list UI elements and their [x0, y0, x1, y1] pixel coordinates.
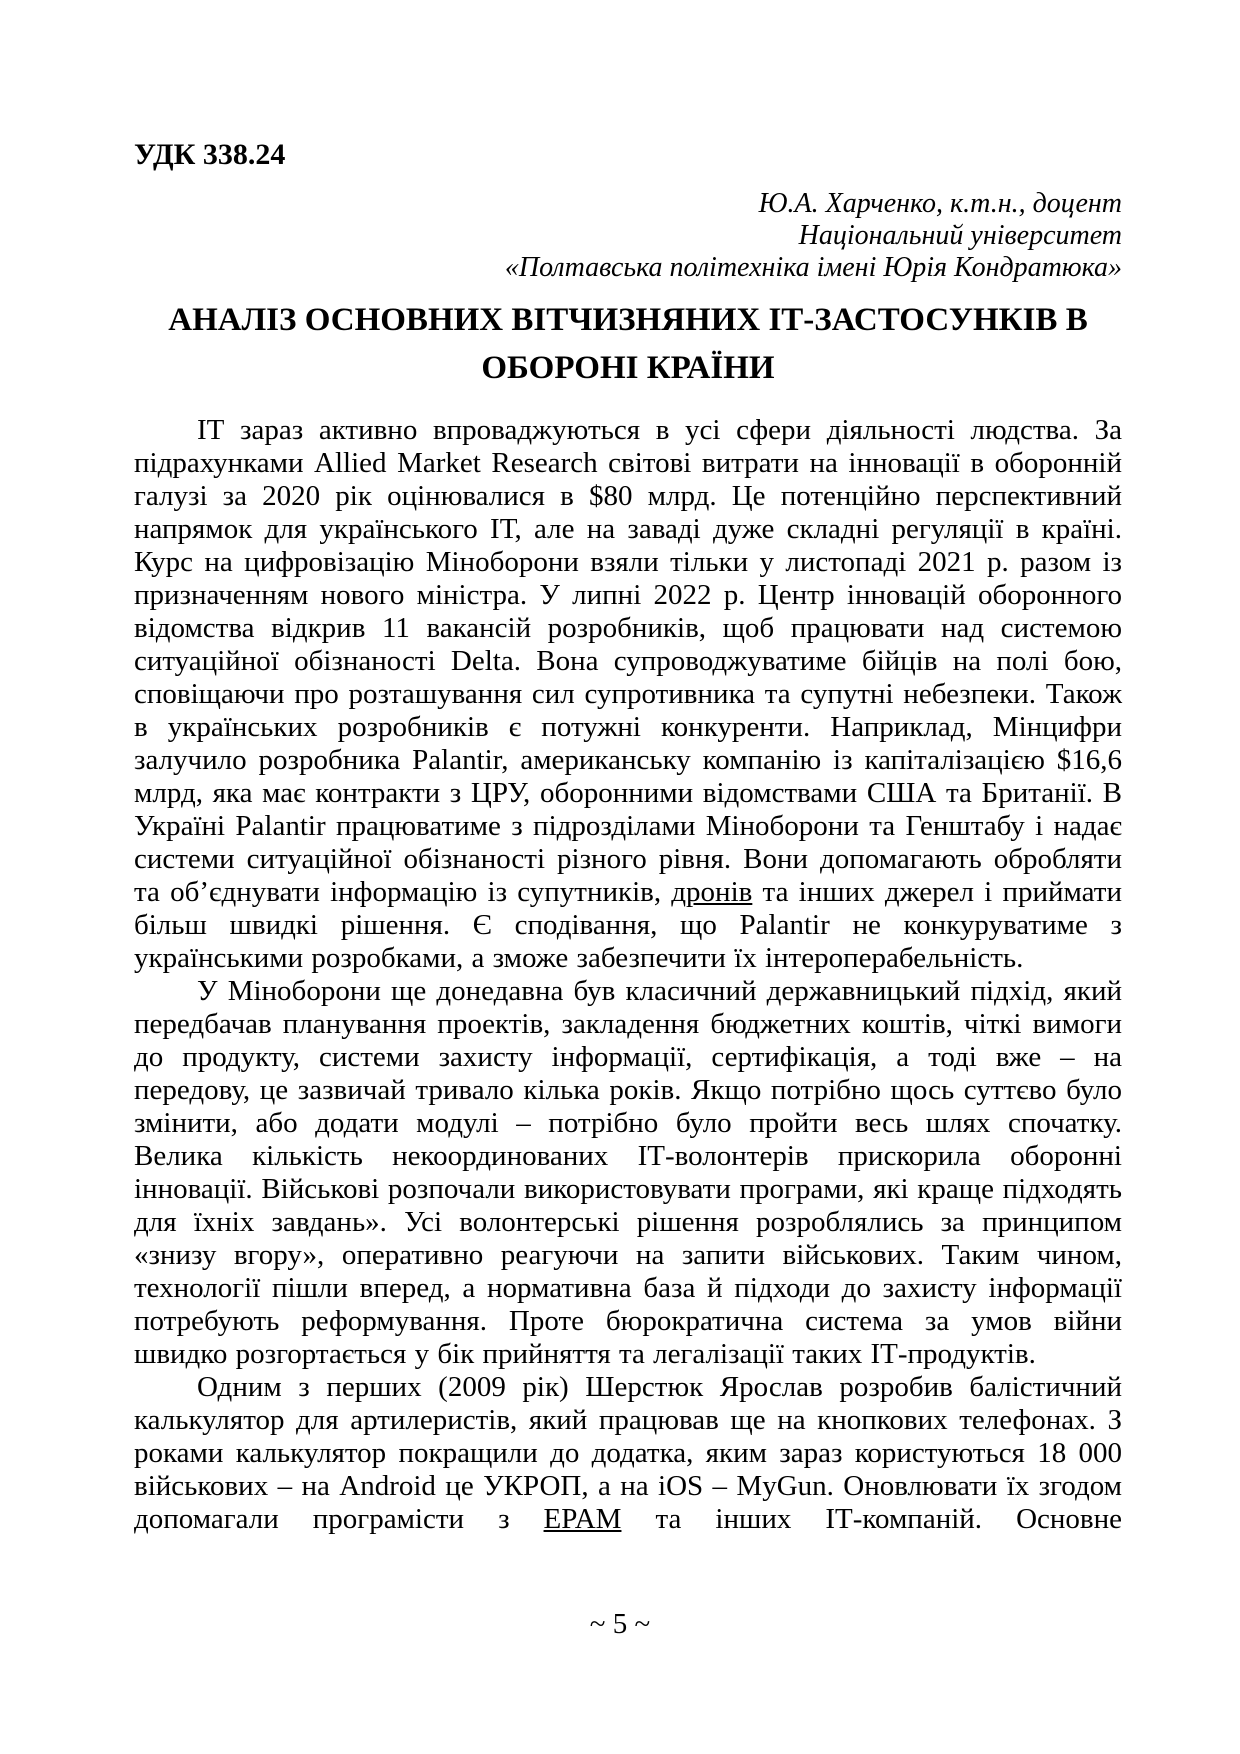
- underlined-term: EPAM: [543, 1503, 622, 1536]
- paragraph-text: У Міноборони ще донедавна був класичний державницький підхід, який передбачав планування проектів, закладення бюджетних коштів, чіткі вимоги до продукту, системи захисту інформації, сертифікація, а тоді вже – на передову, це зазвичай тривало кілька років. Якщо потрібно щось суттєво було змінити, або додати модулі – потрібно було пройти весь шлях спочатку. Велика кількість некоординованих ІТ-волонтерів прискорила оборонні інновації. Військові розпочали використовувати програми, які краще підходять для їхніх завдань». Усі волонтерські рішення розроблялись за принципом «знизу вгору», оперативно реагуючи на запити військових. Таким чином, технології пішли вперед, а нормативна база й підходи до захисту інформації потребують реформування. Проте бюрократична система за умов війни швидко розгортається у бік прийняття та легалізації таких ІТ-продуктів.: [134, 975, 1122, 1371]
- author-affiliation-detail: «Полтавська політехніка імені Юрія Кондратюка»: [504, 252, 1122, 283]
- page-number: ~ 5 ~: [589, 1608, 651, 1640]
- paragraph: [134, 975, 1122, 1371]
- paragraph: [134, 414, 1122, 975]
- author-block: [134, 188, 1122, 284]
- article-title: [134, 296, 1122, 392]
- paragraph-text: та інших ІТ-компаній. Основне: [621, 1503, 1122, 1536]
- paragraph-text: та інших джерел і приймати більш швидкі рішення. Є сподівання, що Palantir не конкуруватиме з українськими розробками, а зможе забезпечити їх інтероперабельність.: [134, 876, 1122, 975]
- paragraph-text: Одним з перших (2009 рік) Шерстюк Ярослав розробив балістичний калькулятор для артилеристів, який працював ще на кнопкових телефонах. З роками калькулятор покращили до додатка, яким зараз користуються 18 000 військових – на Android це УКРОП, а на iOS – MyGun. Оновлювати їх згодом допомагали програмісти з: [134, 1371, 1122, 1536]
- underlined-term: дронів: [671, 876, 753, 909]
- udc-label: УДК 338.24: [134, 138, 286, 171]
- paragraph: [134, 1371, 1122, 1536]
- paragraph-text: ІТ зараз активно впроваджуються в усі сфери діяльності людства. За підрахунками Allied Market Research світові витрати на інновації в оборонній галузі за 2020 рік оцінювалися в $80 млрд. Це потенційно перспективний напрямок для українського ІТ, але на заваді дуже складні регуляції в країні. Курс на цифровізацію Міноборони взяли тільки у листопаді 2021 р. разом із призначенням нового міністра. У липні 2022 р. Центр інновацій оборонного відомства відкрив 11 вакансій розробників, щоб працювати над системою ситуаційної обізнаності Delta. Вона супроводжуватиме бійців на полі бою, сповіщаючи про розташування сил супротивника та супутні небезпеки. Також в українських розробників є потужні конкуренти. Наприклад, Мінцифри залучило розробника Palantir, американську компанію із капіталізацією $16,6 млрд, яка має контракти з ЦРУ, оборонними відомствами США та Британії. В Україні Palantir працюватиме з підрозділами Міноборони та Генштабу і надає системи ситуаційної обізнаності різного рівня. Вони допомагають обробляти та об’єднувати інформацію із супутників,: [134, 414, 1122, 909]
- article-body: [134, 414, 1122, 1536]
- title-line-2: ОБОРОНІ КРАЇНИ: [481, 350, 775, 386]
- author-name: Ю.А. Харченко, к.т.н., доцент: [758, 188, 1122, 219]
- title-line-1: АНАЛІЗ ОСНОВНИХ ВІТЧИЗНЯНИХ ІТ-ЗАСТОСУНКІВ В: [168, 302, 1088, 338]
- author-affiliation: Національний університет: [798, 220, 1122, 251]
